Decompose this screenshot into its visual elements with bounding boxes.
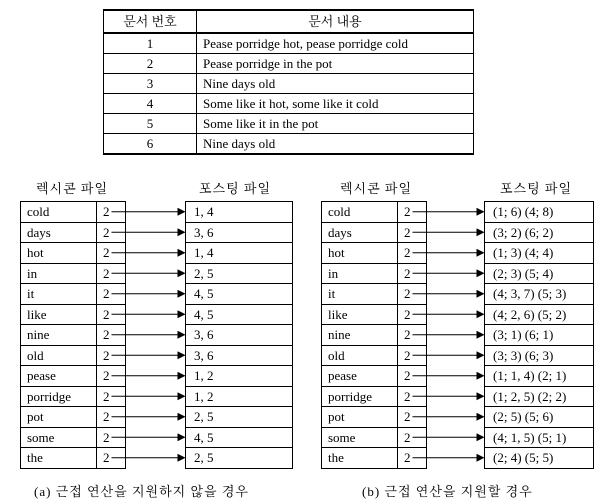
posting-entry: (1; 3) (4; 4)	[485, 243, 594, 264]
lexicon-count: 2	[398, 325, 427, 346]
lexicon-term: old	[21, 345, 97, 366]
lexicon-count: 2	[398, 202, 427, 223]
lexicon-count: 2	[398, 345, 427, 366]
lexicon-count: 2	[97, 407, 126, 428]
lexicon-term: hot	[322, 243, 398, 264]
lexicon-count: 2	[97, 366, 126, 387]
lexicon-term: cold	[21, 202, 97, 223]
lexicon-term: some	[21, 427, 97, 448]
doc-number: 3	[104, 74, 197, 94]
lexicon-count: 2	[97, 427, 126, 448]
lexicon-count: 2	[97, 304, 126, 325]
doc-content: Pease porridge hot, pease porridge cold	[197, 33, 474, 54]
lexicon-count: 2	[97, 284, 126, 305]
doc-number-header: 문서 번호	[104, 10, 197, 33]
doc-content: Nine days old	[197, 134, 474, 155]
doc-number: 1	[104, 33, 197, 54]
lexicon-count: 2	[398, 427, 427, 448]
right-lexicon-label: 렉시콘 파일	[340, 181, 413, 196]
lexicon-count: 2	[97, 386, 126, 407]
doc-number: 5	[104, 114, 197, 134]
posting-entry: (4; 1, 5) (5; 1)	[485, 427, 594, 448]
lexicon-term: the	[21, 448, 97, 469]
lexicon-term: pease	[322, 366, 398, 387]
left-lexicon-label: 렉시콘 파일	[36, 181, 109, 196]
doc-content: Nine days old	[197, 74, 474, 94]
lexicon-term: some	[322, 427, 398, 448]
posting-entry: 3, 6	[186, 325, 293, 346]
lexicon-term: days	[322, 222, 398, 243]
doc-content: Some like it hot, some like it cold	[197, 94, 474, 114]
lexicon-count: 2	[398, 222, 427, 243]
lexicon-term: days	[21, 222, 97, 243]
posting-entry: (1; 6) (4; 8)	[485, 202, 594, 223]
lexicon-count: 2	[398, 284, 427, 305]
posting-entry: (1; 2, 5) (2; 2)	[485, 386, 594, 407]
posting-entry: 1, 4	[186, 202, 293, 223]
lexicon-term: porridge	[21, 386, 97, 407]
lexicon-count: 2	[398, 263, 427, 284]
posting-entry: (3; 2) (6; 2)	[485, 222, 594, 243]
posting-entry: 2, 5	[186, 407, 293, 428]
posting-entry: 1, 4	[186, 243, 293, 264]
lexicon-count: 2	[97, 325, 126, 346]
left-caption: (a) 근접 연산을 지원하지 않을 경우	[34, 484, 249, 499]
lexicon-count: 2	[398, 448, 427, 469]
posting-entry: 3, 6	[186, 222, 293, 243]
lexicon-term: nine	[322, 325, 398, 346]
right-caption: (b) 근접 연산을 지원할 경우	[362, 484, 533, 499]
lexicon-count: 2	[97, 345, 126, 366]
left-posting-label: 포스팅 파일	[199, 181, 272, 196]
doc-content: Some like it in the pot	[197, 114, 474, 134]
posting-entry: 2, 5	[186, 448, 293, 469]
posting-entry: (2; 5) (5; 6)	[485, 407, 594, 428]
posting-entry: 2, 5	[186, 263, 293, 284]
doc-number: 2	[104, 54, 197, 74]
posting-entry: (1; 1, 4) (2; 1)	[485, 366, 594, 387]
right-posting-label: 포스팅 파일	[500, 181, 573, 196]
lexicon-count: 2	[97, 448, 126, 469]
lexicon-count: 2	[398, 243, 427, 264]
lexicon-count: 2	[97, 263, 126, 284]
posting-entry: (3; 3) (6; 3)	[485, 345, 594, 366]
lexicon-count: 2	[398, 407, 427, 428]
doc-content-header: 문서 내용	[197, 10, 474, 33]
doc-content: Pease porridge in the pot	[197, 54, 474, 74]
posting-entry: 3, 6	[186, 345, 293, 366]
posting-entry: (2; 4) (5; 5)	[485, 448, 594, 469]
doc-number: 6	[104, 134, 197, 155]
doc-number: 4	[104, 94, 197, 114]
lexicon-count: 2	[97, 243, 126, 264]
lexicon-term: pease	[21, 366, 97, 387]
lexicon-term: it	[21, 284, 97, 305]
posting-entry: 1, 2	[186, 366, 293, 387]
lexicon-term: like	[21, 304, 97, 325]
lexicon-count: 2	[97, 202, 126, 223]
lexicon-term: cold	[322, 202, 398, 223]
lexicon-term: pot	[21, 407, 97, 428]
lexicon-term: in	[322, 263, 398, 284]
lexicon-term: hot	[21, 243, 97, 264]
lexicon-term: nine	[21, 325, 97, 346]
posting-entry: (4; 2, 6) (5; 2)	[485, 304, 594, 325]
lexicon-term: in	[21, 263, 97, 284]
posting-entry: (2; 3) (5; 4)	[485, 263, 594, 284]
lexicon-term: like	[322, 304, 398, 325]
posting-entry: 4, 5	[186, 304, 293, 325]
lexicon-count: 2	[97, 222, 126, 243]
lexicon-count: 2	[398, 304, 427, 325]
lexicon-count: 2	[398, 366, 427, 387]
posting-entry: (3; 1) (6; 1)	[485, 325, 594, 346]
posting-entry: 4, 5	[186, 427, 293, 448]
lexicon-term: porridge	[322, 386, 398, 407]
lexicon-term: it	[322, 284, 398, 305]
lexicon-term: old	[322, 345, 398, 366]
posting-entry: 4, 5	[186, 284, 293, 305]
lexicon-term: the	[322, 448, 398, 469]
lexicon-term: pot	[322, 407, 398, 428]
lexicon-count: 2	[398, 386, 427, 407]
posting-entry: 1, 2	[186, 386, 293, 407]
posting-entry: (4; 3, 7) (5; 3)	[485, 284, 594, 305]
